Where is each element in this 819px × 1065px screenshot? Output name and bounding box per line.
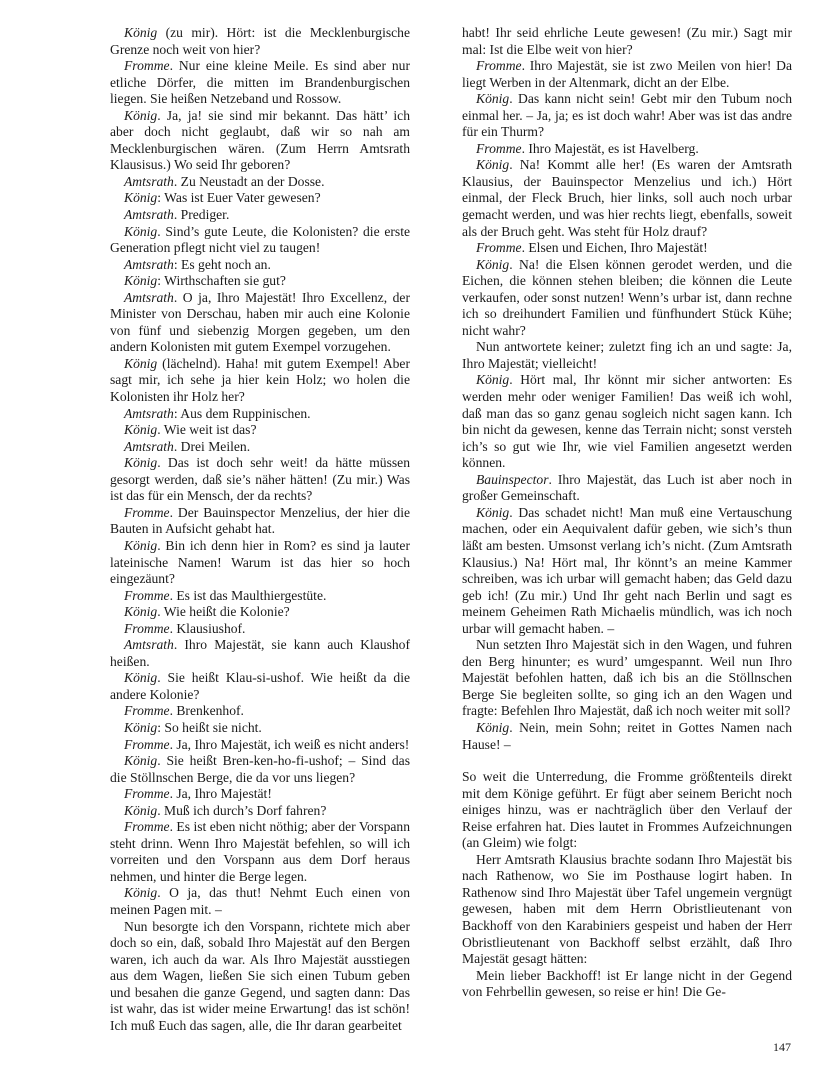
dialogue-line <box>110 737 410 754</box>
right-column <box>462 25 792 1001</box>
line-text: . Wie weit ist das? <box>157 422 257 438</box>
dialogue-line <box>110 190 410 207</box>
line-text: : So heißt sie nicht. <box>157 719 262 735</box>
line-text: . Sind’s gute Leute, die Kolonisten? die erste Generation pflegt nicht viel zu taugen! <box>110 223 410 256</box>
dialogue-line <box>110 637 410 670</box>
line-text: . Klausiushof. <box>169 620 246 636</box>
narrative-paragraph <box>462 852 792 968</box>
section-break <box>462 753 792 769</box>
dialogue-line <box>110 604 410 621</box>
line-text: . Ja, Ihro Majestät, ich weiß es nicht anders! <box>169 736 410 752</box>
dialogue-line <box>110 25 410 58</box>
dialogue-line <box>462 91 792 141</box>
speaker-name: König <box>124 885 158 901</box>
dialogue-line <box>110 885 410 918</box>
speaker-name: Fromme <box>124 58 170 74</box>
speaker-name: König <box>476 719 510 735</box>
line-text: . Sie heißt Bren-ken-ho-fi-ushof; – Sind das die Stöllnschen Berge, die da vor uns liegen? <box>110 753 410 785</box>
speaker-name: König <box>476 504 510 520</box>
speaker-name: Fromme <box>124 819 170 835</box>
line-text: . Na! Kommt alle her! (Es waren der Amtsrath Klausius, der Bauinspector Menzelius und ich.) Hört einmal, der Fleck Bruch, hier links, soll auch noch urbar gemacht werden, und was hier rechts liegt, ebenfalls, soweit als der Bruch geht. Was steht für Holz drauf? <box>462 157 792 239</box>
line-text: . Bin ich denn hier in Rom? es sind ja lauter lateinische Namen! Warum ist das hier so hoch eingezäunt? <box>110 537 410 587</box>
speaker-name: König <box>124 223 158 239</box>
line-text: . Wie heißt die Kolonie? <box>157 604 290 620</box>
dialogue-line <box>110 273 410 290</box>
speaker-name: Fromme <box>124 620 170 636</box>
dialogue-line <box>110 505 410 538</box>
line-text: . Zu Neustadt an der Dosse. <box>173 173 325 189</box>
line-text: . Drei Meilen. <box>173 438 251 454</box>
line-text: . Es ist das Maulthiergestüte. <box>169 587 327 603</box>
dialogue-line <box>110 588 410 605</box>
line-text: : Aus dem Ruppinischen. <box>173 405 311 421</box>
speaker-name: Fromme <box>476 58 522 74</box>
speaker-name: Amtsrath <box>124 438 174 454</box>
speaker-name: König <box>124 670 158 686</box>
speaker-name: Bauinspector <box>476 471 549 487</box>
dialogue-line <box>110 621 410 638</box>
speaker-name: Fromme <box>124 703 170 719</box>
dialogue-line <box>110 207 410 224</box>
line-text: (lächelnd). Haha! mit gutem Exempel! Aber sagt mir, ich sehe ja hier kein Holz; wo holen die Kolonisten ihr Holz her? <box>110 355 410 405</box>
line-text: : Was ist Euer Vater gewesen? <box>157 190 321 206</box>
dialogue-line <box>462 157 792 240</box>
dialogue-line <box>462 58 792 91</box>
narrative-paragraph <box>462 769 792 852</box>
speaker-name: Fromme <box>124 736 170 752</box>
dialogue-line <box>110 819 410 885</box>
speaker-name: Amtsrath <box>124 173 174 189</box>
dialogue-line <box>110 455 410 505</box>
speaker-name: Fromme <box>124 786 170 802</box>
line-text: Nun setzten Ihro Majestät sich in den Wagen, und fuhren den Berg hinunter; es wurd’ umgespannt. Weil nun Ihro Majestät befohlen hatten, daß ich bis an die Stöllnschen Berge Sie begleiten sollte, so ging ich an den Wagen und fragte: Befehlen Ihro Majestät, daß ich noch weiter mit soll? <box>462 637 792 719</box>
line-text: : Es geht noch an. <box>173 256 271 272</box>
dialogue-line <box>110 108 410 174</box>
speaker-name: Fromme <box>476 140 522 156</box>
dialogue-line <box>462 240 792 257</box>
line-text: . Ja, ja! sie sind mir bekannt. Das hätt’ ich aber doch nicht geglaubt, daß wir so nah am Mecklenburgischen wären. (Zum Herrn Amtsrath Klausisus.) Wo seid Ihr geboren? <box>110 107 410 173</box>
speaker-name: König <box>124 25 158 40</box>
line-text: . Nur eine kleine Meile. Es sind aber nur etliche Dörfer, die mitten im Brandenburgischen liegen. Sie heißen Netzeband und Rossow. <box>110 58 410 107</box>
line-text: . Ihro Majestät, das Luch ist aber noch in großer Gemeinschaft. <box>462 471 792 504</box>
dialogue-line <box>110 439 410 456</box>
line-text: . Ja, Ihro Majestät! <box>169 786 272 802</box>
line-text: . Ihro Majestät, es ist Havelberg. <box>521 140 699 156</box>
speaker-name: Fromme <box>124 587 170 603</box>
dialogue-line <box>110 257 410 274</box>
speaker-name: König <box>476 256 510 272</box>
left-column <box>110 25 410 1034</box>
line-text: . Das kann nicht sein! Gebt mir den Tubum noch einmal her. – Ja, ja; es ist doch wahr! Aber was ist das andre für ein Thurm? <box>462 91 792 140</box>
dialogue-line <box>462 472 792 505</box>
line-text: So weit die Unterredung, die Fromme größtenteils direkt mit dem Könige geführt. Er fügt aber seinem Bericht noch einiges hinzu, was er nachträglich über den Verlauf der Reise erfahren hat. Dies lautet in Frommes Aufzeichnungen (an Gleim) wie folgt: <box>462 769 792 851</box>
dialogue-line <box>110 174 410 191</box>
narrative-paragraph <box>462 637 792 720</box>
speaker-name: König <box>124 802 158 818</box>
speaker-name: König <box>476 157 510 173</box>
speaker-name: König <box>124 537 158 553</box>
line-text: . Der Bauinspector Menzelius, der hier die Bauten in Aufsicht gehabt hat. <box>110 504 410 537</box>
dialogue-line <box>110 538 410 588</box>
speaker-name: König <box>124 107 158 123</box>
line-text: . O ja, Ihro Majestät! Ihro Excellenz, der Minister von Derschau, haben mir auch eine Kolonie von fünf und siebenzig Morgen gegeben, um den andern Kolonisten mit gutem Exempel vorzugehen. <box>110 289 410 355</box>
speaker-name: Amtsrath <box>124 405 174 421</box>
dialogue-line <box>110 720 410 737</box>
dialogue-line <box>110 786 410 803</box>
speaker-name: Amtsrath <box>124 256 174 272</box>
line-text: . Elsen und Eichen, Ihro Majestät! <box>521 240 708 256</box>
line-text: Nun antwortete keiner; zuletzt fing ich an und sagte: Ja, Ihro Majestät; vielleicht! <box>462 339 792 371</box>
dialogue-line <box>110 753 410 786</box>
line-text: Mein lieber Backhoff! ist Er lange nicht in der Gegend von Fehrbellin gewesen, so reise er hin! Die Ge- <box>462 967 792 1000</box>
dialogue-line <box>110 58 410 108</box>
dialogue-line <box>110 422 410 439</box>
line-text: habt! Ihr seid ehrliche Leute gewesen! (Zu mir.) Sagt mir mal: Ist die Elbe weit von hier? <box>462 25 792 57</box>
line-text: . Prediger. <box>173 207 230 223</box>
line-text: . Das schadet nicht! Man muß eine Vertauschung machen, oder ein Aequivalent dafür geben, wie sich’s thun läßt am besten. Umsonst verlang ich’s nicht. (Zum Amtsrath Klausius.) Na! Hört mal, Ihr könnt’s an meine Kammer schreiben, was ich urbar will gemacht haben; das Geld dazu geb ich! (Zu mir.) Und Ihr geht nach Berlin und sagt es meinem Geheimen Rath Michaelis mündlich, was ich noch urbar will gemacht haben. – <box>462 504 792 636</box>
dialogue-line <box>462 257 792 340</box>
line-text: : Wirthschaften sie gut? <box>157 273 286 289</box>
line-text: . Brenkenhof. <box>169 703 244 719</box>
speaker-name: Amtsrath <box>124 207 174 223</box>
line-text: . Sie heißt Klau-si-ushof. Wie heißt da die andere Kolonie? <box>110 670 410 702</box>
dialogue-line <box>110 803 410 820</box>
dialogue-line <box>462 372 792 471</box>
dialogue-line <box>110 703 410 720</box>
narrative-paragraph <box>110 919 410 1035</box>
speaker-name: König <box>124 190 158 206</box>
line-text: Nun besorgte ich den Vorspann, richtete mich aber doch so ein, daß, sobald Ihro Majestät auf den Bergen waren, ich auch da war. Als Ihro Majestät ausstiegen aus dem Wagen, ließen Sie sich einen Tubum geben und besahen die ganze Gegend, und sagten dann: Das ist wahr, das ist wider meine Erwartung! das ist schön! Ich muß Euch das sagen, alle, die Ihr daran gearbeitet <box>110 918 410 1033</box>
speaker-name: König <box>124 455 158 471</box>
page-number: 147 <box>773 1040 791 1054</box>
speaker-name: Fromme <box>476 240 522 256</box>
line-text: Herr Amtsrath Klausius brachte sodann Ihro Majestät bis nach Rathenow, wo Sie im Posthause logirt haben. In Rathenow sind Ihro Majestät über Tafel ungemein vergnügt gewesen, haben mit dem Herrn Obristlieutenant von Backhoff von den Karabiniers gespeist und haben der Herr Obristlieutenant von Backhoff selbst erzählt, daß Ihro Majestät gesagt hätten: <box>462 851 792 967</box>
speaker-name: Fromme <box>124 504 170 520</box>
line-text: . Das ist doch sehr weit! da hätte müssen gesorgt werden, daß sie’s näher hätten! (Zu mir.) Was ist das für ein Mensch, der da rechts? <box>110 455 410 504</box>
speaker-name: König <box>124 273 158 289</box>
line-text: . Hört mal, Ihr könnt mir sicher antworten: Es werden mehr oder weniger Familien! Das weiß ich wohl, daß man das so ganz genau sogleich nicht sagen kann. Ich bin nicht da gewesen, kenne das Terrain nicht; sonst versteh ich’s so gut wie Ihr, wie viel Familien angesetzt werden können. <box>462 372 792 471</box>
speaker-name: König <box>476 91 510 107</box>
dialogue-line <box>110 224 410 257</box>
line-text: . O ja, das thut! Nehmt Euch einen von meinen Pagen mit. – <box>110 885 410 917</box>
dialogue-line <box>110 670 410 703</box>
speaker-name: König <box>124 719 158 735</box>
speaker-name: König <box>124 355 158 371</box>
dialogue-line <box>462 505 792 637</box>
line-text: . Na! die Elsen können gerodet werden, und die Eichen, die können stehen bleiben; die können die Leute verkaufen, oder sonst nutzen! Wenn’s urbar ist, dann rechne ich so dreihundert Familien und fünfhundert Stück Kühe; nicht wahr? <box>462 256 792 338</box>
line-text: . Ihro Majestät, sie kann auch Klaushof heißen. <box>110 637 410 669</box>
speaker-name: König <box>476 372 510 388</box>
speaker-name: König <box>124 753 158 769</box>
dialogue-line <box>110 356 410 406</box>
dialogue-line <box>462 141 792 158</box>
line-text: . Muß ich durch’s Dorf fahren? <box>157 802 327 818</box>
dialogue-line <box>110 406 410 423</box>
speaker-name: König <box>124 604 158 620</box>
dialogue-line <box>110 290 410 356</box>
speaker-name: Amtsrath <box>124 289 174 305</box>
speaker-name: König <box>124 422 158 438</box>
line-text: . Es ist eben nicht nöthig; aber der Vorspann steht drinn. Wenn Ihro Majestät befehlen, so will ich vorreiten und den Vorspann aus dem Dorf heraus nehmen, und hinter die Berge legen. <box>110 819 410 884</box>
line-text: (zu mir). Hört: ist die Mecklenburgische Grenze noch weit von hier? <box>110 25 410 57</box>
line-text: . Ihro Majestät, sie ist zwo Meilen von hier! Da liegt Werben in der Altenmark, dicht an der Elbe. <box>462 58 792 90</box>
dialogue-line <box>462 720 792 753</box>
narrative-paragraph <box>462 968 792 1001</box>
line-text: . Nein, mein Sohn; reitet in Gottes Namen nach Hause! – <box>462 719 792 752</box>
speaker-name: Amtsrath <box>124 637 174 653</box>
narrative-paragraph <box>462 25 792 58</box>
narrative-paragraph <box>462 339 792 372</box>
